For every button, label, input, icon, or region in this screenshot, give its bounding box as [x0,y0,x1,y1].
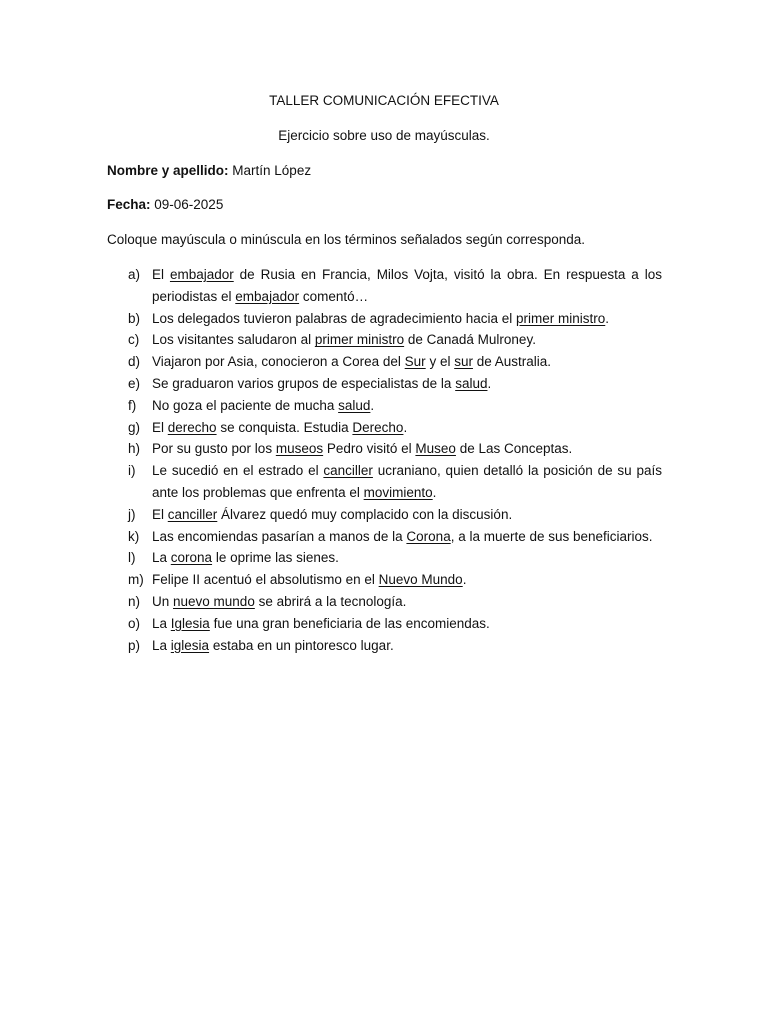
text-segment: se conquista. Estudia [216,419,353,435]
text-segment: , a la muerte de sus beneficiarios. [450,528,653,544]
text-segment: . [605,310,610,326]
list-item [107,264,662,308]
list-marker: m) [128,572,144,588]
underlined-term: Nuevo Mundo [378,572,463,588]
list-item [107,591,662,613]
underlined-term: Sur [404,354,426,370]
underlined-term: movimiento [363,484,433,500]
list-marker: f) [128,397,137,413]
underlined-term: Derecho [352,419,404,435]
list-item [107,635,662,657]
text-segment: le oprime las sienes. [212,550,339,566]
text-segment: El [152,506,168,522]
underlined-term: canciller [323,463,373,479]
list-item-text [152,308,662,330]
text-segment: La [152,637,171,653]
text-segment: se abrirá a la tecnología. [254,593,407,609]
underlined-term: embajador [235,288,300,304]
text-segment: Viajaron por Asia, conocieron a Corea del [152,354,405,370]
name-label: Nombre y apellido: [107,163,229,178]
underlined-term: embajador [169,267,234,282]
list-marker: k) [128,528,140,544]
list-marker: n) [128,593,141,609]
instructions: Coloque mayúscula o minúscula en los términos señalados según corresponda. [107,232,586,247]
text-segment: . [403,419,408,435]
text-segment: Los visitantes saludaron al [152,332,315,348]
list-marker: g) [128,419,141,435]
underlined-term: sur [454,354,473,370]
list-marker: a) [128,267,141,282]
text-segment: No goza el paciente de mucha [152,397,339,413]
list-item-text [152,373,662,395]
list-item [107,395,662,417]
underlined-term: salud [338,397,371,413]
text-segment: de Canadá Mulroney. [404,332,536,348]
text-segment: . [432,484,437,500]
name-line [107,163,311,178]
list-marker: i) [128,463,136,479]
text-segment: estaba en un pintoresco lugar. [209,637,394,653]
underlined-term: nuevo mundo [173,593,255,609]
document-title: TALLER COMUNICACIÓN EFECTIVA [269,93,499,108]
list-item-text [152,460,662,504]
text-segment: Álvarez quedó muy complacido con la discusión. [217,506,513,522]
list-item [107,569,662,591]
list-item [107,460,662,504]
text-segment: La [152,615,171,631]
text-segment: comentó… [299,288,369,304]
list-item-text [152,526,662,548]
list-marker: d) [128,354,141,370]
text-segment: y el [425,354,455,370]
text-segment: . [487,375,492,391]
text-segment: Felipe II acentuó el absolutismo en el [152,572,379,588]
text-segment: de Las Conceptas. [455,441,573,457]
list-marker: j) [128,506,136,522]
list-item [107,526,662,548]
list-item [107,308,662,330]
text-segment: ucraniano, quien detalló la posición de su país ante los problemas que enfrenta el [152,463,662,500]
list-item-text [152,264,662,308]
document-subtitle: Ejercicio sobre uso de mayúsculas. [278,128,490,143]
text-segment: de Australia. [472,354,552,370]
list-item-text [152,547,662,569]
list-marker: p) [128,637,141,653]
list-item [107,504,662,526]
underlined-term: Corona [406,528,451,544]
list-marker: c) [128,332,140,348]
underlined-term: salud [455,375,488,391]
underlined-term: Iglesia [170,615,210,631]
list-item [107,373,662,395]
list-item-text [152,613,662,635]
list-item-text [152,635,662,657]
list-marker: b) [128,310,141,326]
exercise-list [107,264,662,656]
text-segment: La [152,550,171,566]
text-segment: Le sucedió en el estrado el [152,463,324,479]
text-segment: Los delegados tuvieron palabras de agradecimiento hacia el [152,310,516,326]
underlined-term: derecho [167,419,217,435]
list-item [107,417,662,439]
list-item-text [152,569,662,591]
text-segment: Las encomiendas pasarían a manos de la [152,528,407,544]
text-segment: Un [152,593,174,609]
list-item-text [152,417,662,439]
text-segment: El [152,419,168,435]
list-marker: l) [128,550,136,566]
underlined-term: Museo [415,441,456,457]
list-item-text [152,504,662,526]
list-item-text [152,395,662,417]
list-marker: o) [128,615,141,631]
underlined-term: corona [170,550,213,566]
text-segment: Por su gusto por los [152,441,276,457]
list-item [107,547,662,569]
list-item-text [152,591,662,613]
text-segment: . [462,572,467,588]
text-segment: . [370,397,375,413]
date-value: 09-06-2025 [150,197,224,212]
list-item-text [152,329,662,351]
list-item [107,438,662,460]
text-segment: fue una gran beneficiaria de las encomiendas. [209,615,490,631]
date-label: Fecha: [107,197,151,212]
text-segment: El [152,267,170,282]
list-item [107,351,662,373]
list-marker: e) [128,375,141,391]
underlined-term: museos [275,441,324,457]
date-line [107,197,223,212]
underlined-term: primer ministro [516,310,606,326]
text-segment: Pedro visitó el [323,441,416,457]
text-segment: de Rusia en Francia, Milos Vojta, visitó la obra. En respuesta a los periodistas el [152,267,662,304]
underlined-term: primer ministro [314,332,405,348]
underlined-term: canciller [167,506,218,522]
list-item [107,613,662,635]
list-marker: h) [128,441,141,457]
underlined-term: iglesia [170,637,210,653]
list-item-text [152,438,662,460]
text-segment: Se graduaron varios grupos de especialistas de la [152,375,456,391]
list-item-text [152,351,662,373]
list-item [107,329,662,351]
name-value: Martín López [228,163,312,178]
